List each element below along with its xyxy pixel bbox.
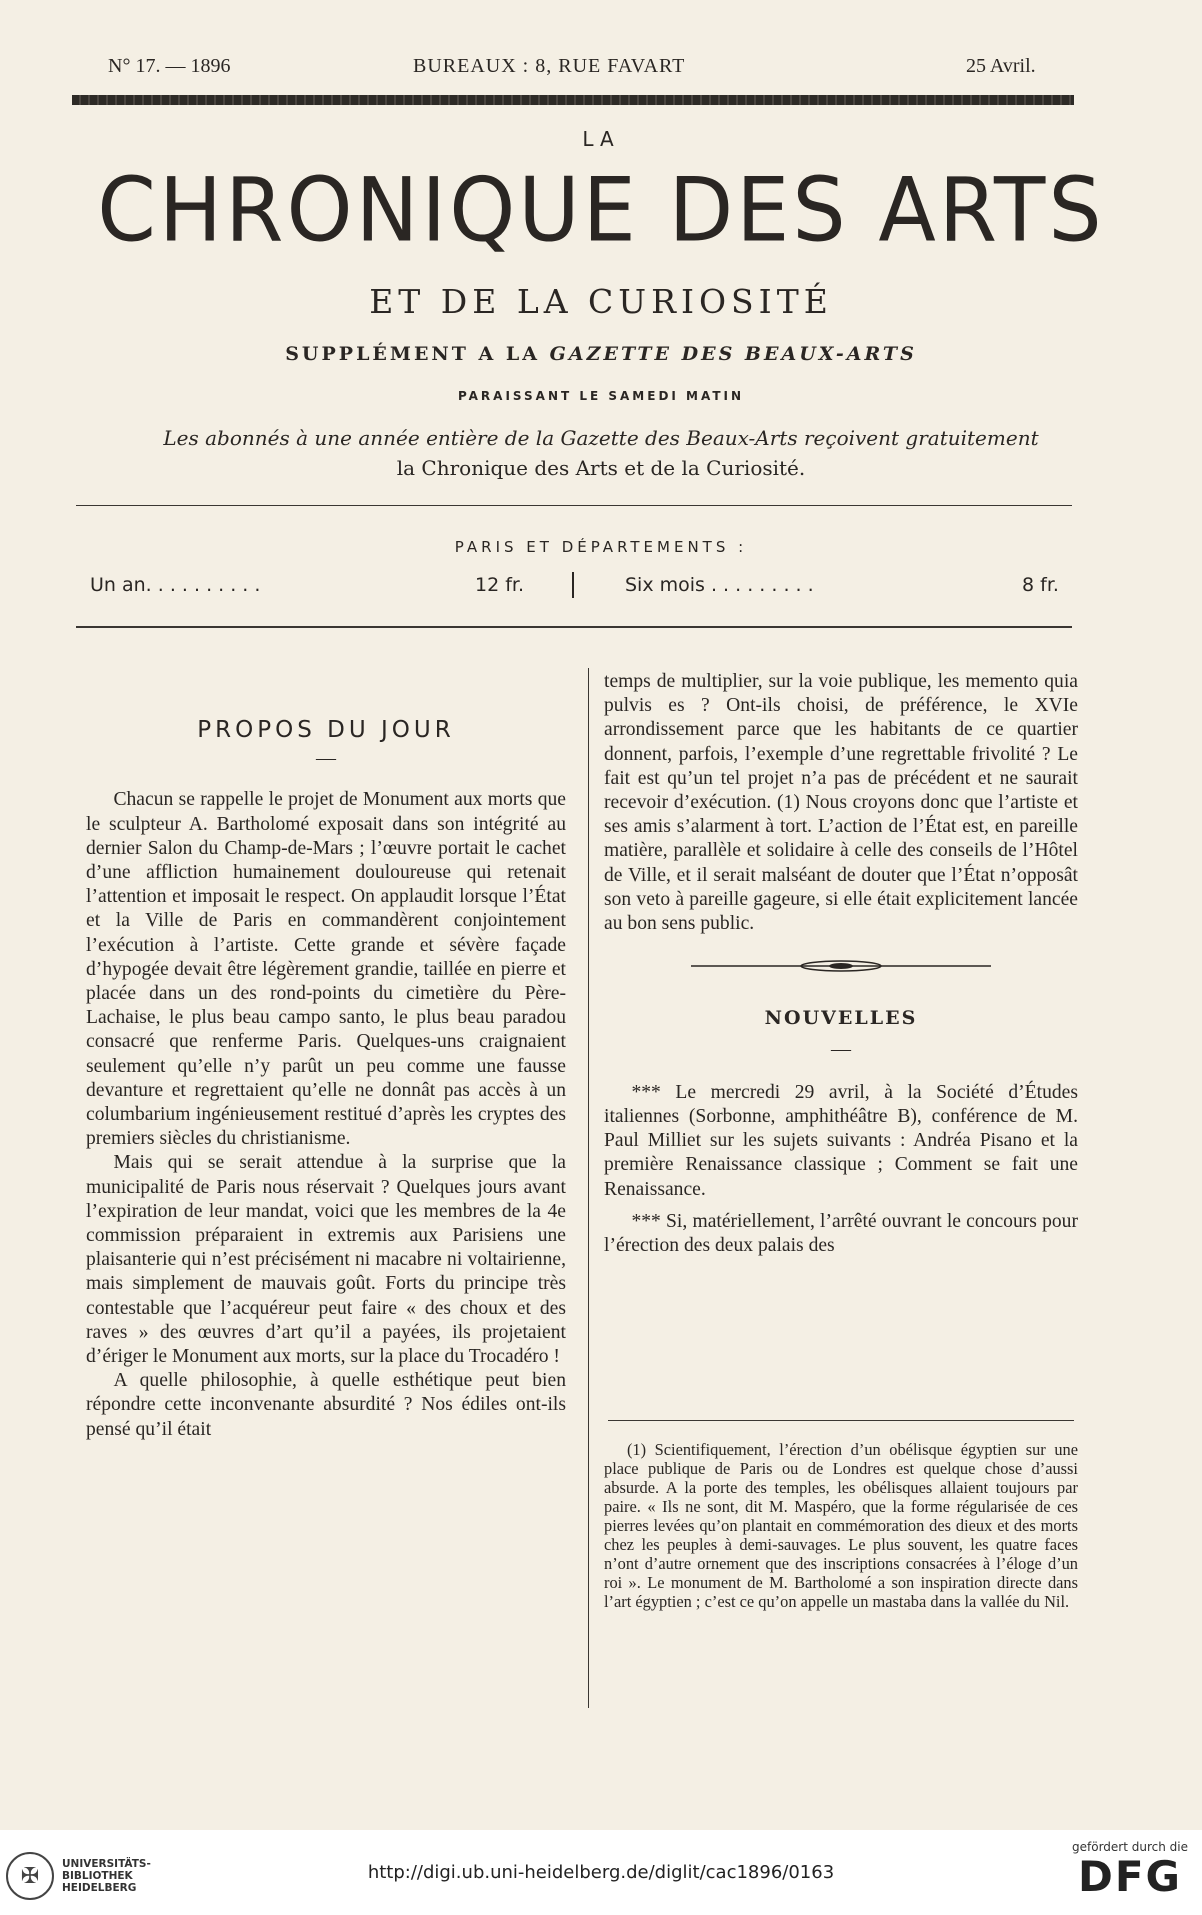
masthead-la: LA — [582, 127, 620, 151]
left-column — [86, 718, 566, 1442]
nouvelles-heading: NOUVELLES — [764, 1007, 918, 1030]
propos-paragraph-1: Chacun se rappelle le projet de Monument aux morts que le sculpteur A. Bartholomé exposait dans son intégrité au dernier Salon du Champ-de-Mars ; l’œuvre portait le cachet d’une affliction humainement douloureuse qui retenait l’attention et imposait le respect. On applaudit lorsque l’État et la Ville de Paris en commandèrent conjointement l’exécution à l’artiste. Cette grande et sévère façade d’hypogée devait être légèrement grandie, taillée en pierre et placée dans un des rond-points du cimetière du Père-Lachaise, le plus beau campo santo, le plus beau paradou consacré que renferme Paris. Quelques-uns craignaient seulement qu’elle n’y parût un peu comme une fausse devanture et regrettaient qu’elle ne donnât pas accès à un columbarium ingénieusement restitué d’après les cryptes des premiers siècles du christianisme. — [86, 789, 566, 1150]
pricing-heading: PARIS ET DÉPARTEMENTS : — [454, 538, 748, 556]
propos-continuation: temps de multiplier, sur la voie publique, les memento quia pulvis es ? Ont-ils choisi, de préférence, le XVIe arrondissement parce que les habitants de ce quartier donnent, parfois, l’exemple d’une regrettable frivolité ? Le fait est qu’un tel projet n’a pas de précédent et ne saurait recevoir d’exécution. (1) Nous croyons donc que l’artiste et ses amis s’alarment à tort. L’action de l’État est, en pareille matière, parallèle et solidaire à celle des conseils de l’Hôtel de Ville, et il serait malséant de douter que l’État n’opposât son veto à pareille gageure, si elle était explicitement lancée au bon sens public. — [604, 671, 1078, 935]
footnote-text: (1) Scientifiquement, l’érection d’un obélisque égyptien sur une place publique de Paris ou de Londres est quelque chose d’aussi absurde. A la porte des temples, les obélisques allaient toujours par paire. « Ils ne sont, dit M. Maspéro, que la forme régularisée de ces pierres levées qu’on plantait en commémoration des dieux et des morts chez les peuples à demi-sauvages. Le plus souvent, les quatre faces n’ont d’autre ornement que des inscriptions consacrées à l’éloge d’un roi ». Le monument de M. Bartholomé a son inspiration directe dans l’art égyptien ; c’est ce qu’on appelle un mastaba dans la vallée du Nil. — [604, 1440, 1078, 1611]
annual-price: 12 fr. — [475, 574, 525, 596]
issue-number: N° 17. — 1896 — [108, 55, 231, 77]
footer-bar — [0, 1830, 1202, 1915]
news-item-2: *** Si, matériellement, l’arrêté ouvrant le concours pour l’érection des deux palais des — [604, 1210, 1078, 1257]
half-year-label: Six mois . . . . . . . . . — [625, 574, 814, 596]
masthead-subtitle: ET DE LA CURIOSITÉ — [369, 282, 833, 321]
propos-dash: — — [316, 747, 336, 770]
dfg-logo — [1072, 1840, 1188, 1900]
half-year-price: 8 fr. — [1022, 574, 1059, 596]
abonnes-line-1: Les abonnés à une année entière de la Gazette des Beaux-Arts reçoivent gratuitement — [163, 426, 1039, 450]
masthead-rule — [76, 505, 1072, 506]
propos-paragraph-3: A quelle philosophie, à quelle esthétique peut bien répondre cette inconvenante absurdité ? Nos édiles ont-ils pensé qu’il était — [86, 1370, 566, 1440]
ornament-flourish-icon — [691, 959, 991, 973]
issue-date: 25 Avril. — [966, 55, 1036, 77]
abonnes-line-2: la Chronique des Arts et de la Curiosité. — [396, 456, 806, 480]
permalink-url[interactable]: http://digi.ub.uni-heidelberg.de/diglit/cac1896/0163 — [367, 1862, 835, 1883]
right-column — [604, 670, 1078, 1258]
section-ornament — [604, 956, 1078, 980]
column-divider — [588, 668, 589, 1708]
propos-heading: PROPOS DU JOUR — [197, 717, 455, 743]
dfg-wordmark: DFG — [1077, 1852, 1183, 1901]
abonnes-notice — [0, 423, 1202, 483]
library-line-1: UNIVERSITÄTS- — [62, 1858, 151, 1870]
footnote-rule — [608, 1420, 1074, 1421]
library-line-3: HEIDELBERG — [62, 1882, 137, 1894]
pricing-divider — [572, 572, 574, 598]
propos-paragraph-2: Mais qui se serait attendue à la surprise que la municipalité de Paris nous réservait ? Quelques jours avant l’expiration de leur mandat, voici que les membres de la 4e commission préparaient in extremis aux Parisiens une plaisanterie qui n’est précisément ni macabre ni voltairienne, mais simplement de mauvais goût. Forts du principe très contestable que l’acquéreur peut faire « des choux et des raves » des œuvres d’art qu’il a payées, ils projetaient d’ériger le Monument aux morts, sur la place du Trocadéro ! — [86, 1152, 566, 1368]
supplement-gazette: GAZETTE DES BEAUX-ARTS — [549, 343, 917, 365]
parution-line: PARAISSANT LE SAMEDI MATIN — [457, 389, 745, 403]
supplement-line — [0, 343, 1202, 365]
header-rule — [72, 95, 1074, 105]
masthead-title: CHRONIQUE DES ARTS — [97, 158, 1105, 262]
footnote-block — [604, 1440, 1078, 1611]
nouvelles-dash: — — [831, 1037, 851, 1060]
library-line-2: BIBLIOTHEK — [62, 1870, 133, 1882]
university-seal-icon: ✠ — [6, 1852, 54, 1900]
pricing-rule — [76, 626, 1072, 628]
bureaux-address: BUREAUX : 8, RUE FAVART — [413, 55, 686, 77]
annual-label: Un an. . . . . . . . . . — [90, 574, 261, 596]
supplement-prefix: SUPPLÉMENT A LA — [285, 343, 550, 365]
funded-by-text: gefördert durch die — [1072, 1840, 1188, 1854]
news-item-1: *** Le mercredi 29 avril, à la Société d’Études italiennes (Sorbonne, amphithéâtre B), conférence de M. Paul Milliet sur les sujets suivants : Andréa Pisano et la première Renaissance classique ; Comment se fait une Renaissance. — [604, 1081, 1078, 1200]
